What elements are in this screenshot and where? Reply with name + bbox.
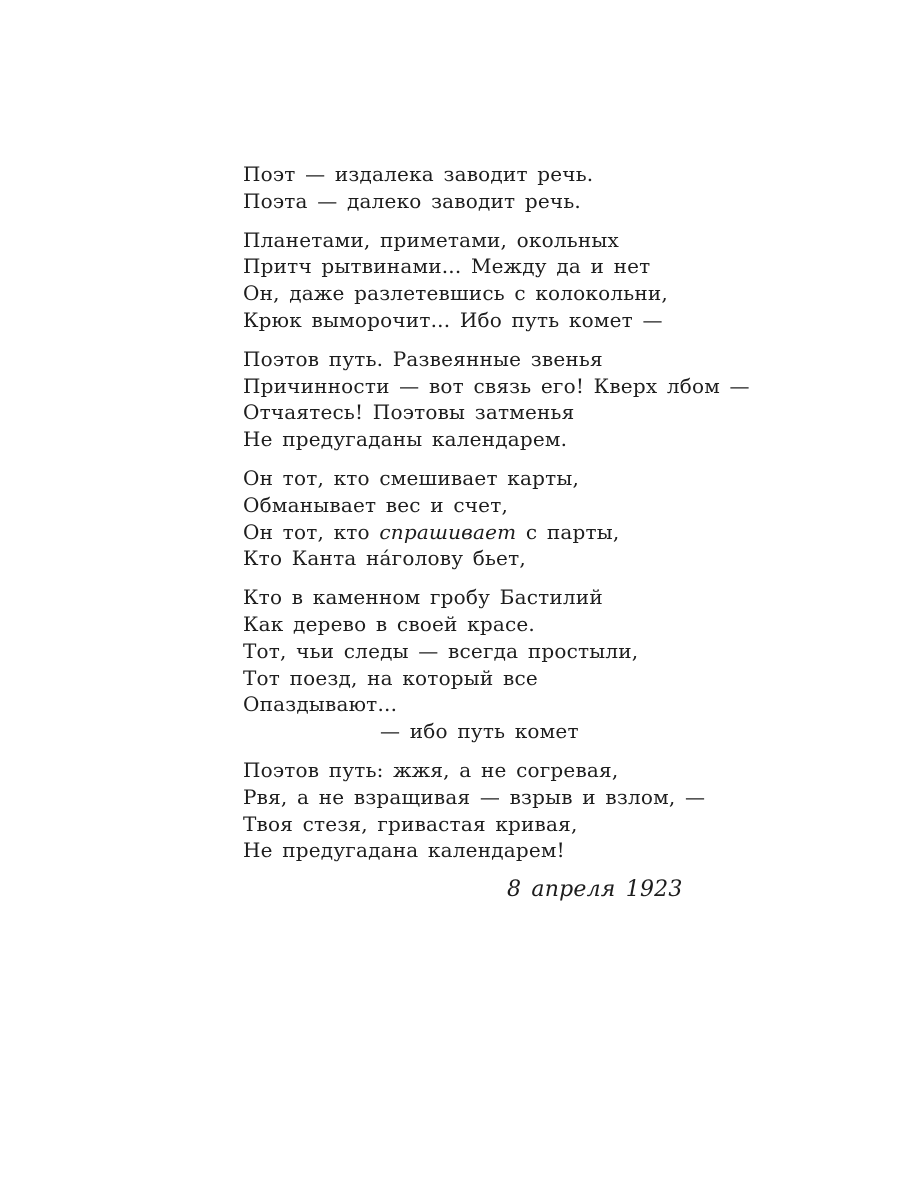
poem-line-segment: Он тот, кто — [243, 519, 380, 544]
stanza-5 — [243, 584, 750, 745]
poem-line: Не предугадана календарем! — [243, 838, 565, 863]
poem-line — [243, 519, 750, 546]
poem-line: Обманывает вес и счет, — [243, 492, 509, 517]
poem-date: 8 апреля 1923 — [507, 877, 683, 903]
stanza-2 — [243, 227, 750, 334]
poem-line: Опаздывают... — [243, 692, 398, 717]
poem-line: Отчаятесь! Поэтовы затменья — [243, 400, 575, 425]
poem-text — [243, 161, 750, 903]
poem-line: Крюк выморочит... Ибо путь комет — — [243, 307, 663, 332]
poem-line: Планетами, приметами, окольных — [243, 227, 619, 252]
poem-line: Поэт — издалека заводит речь. — [243, 162, 594, 186]
poem-line: Твоя стезя, гривастая кривая, — [243, 811, 578, 836]
poem-line: Как дерево в своей красе. — [243, 611, 535, 636]
poem-line: Он, даже разлетевшись с колокольни, — [243, 281, 668, 306]
poem-line: Притч рытвинами... Между да и нет — [243, 254, 651, 279]
poem-line-indented: — ибо путь комет — [380, 719, 579, 744]
poem-line: Поэтов путь: жжя, а не согревая, — [243, 757, 619, 782]
poem-line: Рвя, а не взращивая — взрыв и взлом, — — [243, 784, 706, 809]
stanza-6 — [243, 757, 750, 864]
poem-line: Причинности — вот связь его! Кверх лбом — — [243, 373, 750, 398]
poem-line: Кто Канта на́голову бьет, — [243, 546, 526, 571]
poem-line: Тот поезд, на который все — [243, 665, 538, 690]
poem-line: Не предугаданы календарем. — [243, 427, 568, 452]
poem-line-segment: с парты, — [516, 519, 620, 544]
poem-line: Поэтов путь. Развеянные звенья — [243, 346, 603, 371]
stanza-4 — [243, 465, 750, 572]
poem-line: Кто в каменном гробу Бастилий — [243, 585, 603, 610]
stanza-1 — [243, 161, 750, 215]
poem-line: Тот, чьи следы — всегда простыли, — [243, 638, 639, 663]
poem-line: Поэта — далеко заводит речь. — [243, 188, 581, 213]
stanza-3 — [243, 346, 750, 453]
poem-line-segment-italic: спрашивает — [379, 519, 517, 544]
poem-line: Он тот, кто смешивает карты, — [243, 465, 580, 490]
